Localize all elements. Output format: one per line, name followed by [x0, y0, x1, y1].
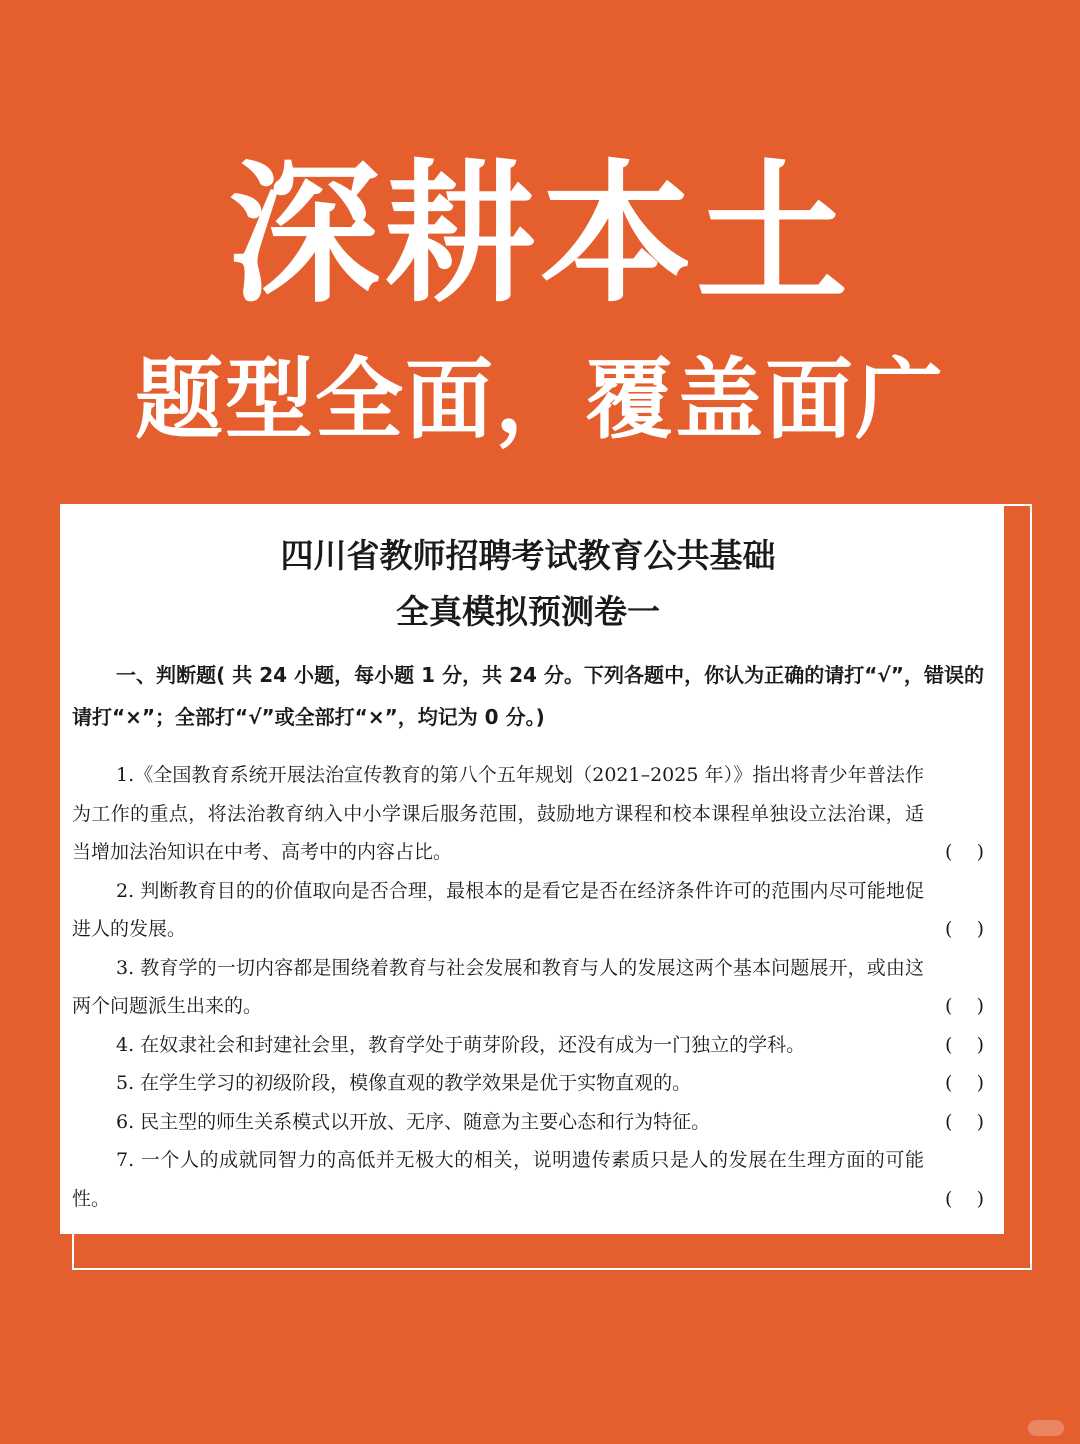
question-item	[72, 949, 984, 1026]
exam-paper	[60, 504, 1004, 1234]
answer-bracket: ( )	[945, 841, 984, 863]
answer-bracket: ( )	[945, 1033, 984, 1056]
question-item	[72, 1026, 984, 1065]
paper-title-line1: 四川省教师招聘考试教育公共基础	[280, 536, 776, 575]
question-text: 6. 民主型的师生关系模式以开放、无序、随意为主要心态和行为特征。	[116, 1110, 711, 1133]
question-text: 5. 在学生学习的初级阶段，模像直观的教学效果是优于实物直观的。	[116, 1072, 692, 1094]
question-text: 3. 教育学的一切内容都是围绕着教育与社会发展和教育与人的发展这两个基本问题展开，或由这两个问题派生出来的。	[72, 956, 924, 1017]
answer-bracket: ( )	[945, 918, 984, 940]
answer-bracket: ( )	[945, 995, 984, 1017]
question-list	[72, 756, 984, 1218]
answer-bracket: ( )	[945, 1187, 984, 1210]
headline-main: 深耕本土	[228, 146, 852, 323]
question-item	[72, 1064, 984, 1103]
answer-bracket: ( )	[945, 1072, 984, 1094]
question-text: 7. 一个人的成就同智力的高低并无极大的相关，说明遗传素质只是人的发展在生理方面的可能性。	[72, 1149, 924, 1210]
question-text: 1.《全国教育系统开展法治宣传教育的第八个五年规划（2021–2025 年）》指出将青少年普法作为工作的重点，将法治教育纳入中小学课后服务范围，鼓励地方课程和校本课程单独设立法治课，适当增加法治知识在中考、高考中的内容占比。	[72, 764, 924, 863]
question-item	[72, 872, 984, 949]
section-instructions: 一、判断题( 共 24 小题，每小题 1 分，共 24 分。下列各题中，你认为正确的请打“√”，错误的请打“×”；全部打“√”或全部打“×”，均记为 0 分。)	[72, 663, 984, 729]
paper-title-line2: 全真模拟预测卷一	[396, 592, 660, 631]
answer-bracket: ( )	[945, 1110, 984, 1133]
question-item	[72, 1103, 984, 1142]
watermark-badge	[1028, 1420, 1064, 1436]
question-text: 4. 在奴隶社会和封建社会里，教育学处于萌芽阶段，还没有成为一门独立的学科。	[116, 1033, 806, 1056]
headline-sub: 题型全面，覆盖面广	[134, 348, 945, 451]
question-item	[72, 1141, 984, 1218]
question-item	[72, 756, 984, 872]
question-text: 2. 判断教育目的的价值取向是否合理，最根本的是看它是否在经济条件许可的范围内尽可能地促进人的发展。	[72, 879, 924, 940]
